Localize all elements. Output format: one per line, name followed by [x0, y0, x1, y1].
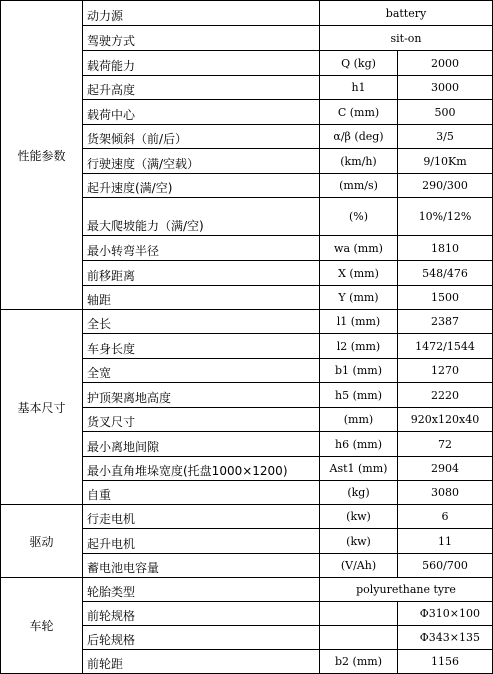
row-value: 10%/12% — [398, 198, 493, 236]
row-unit: (%) — [320, 198, 398, 236]
row-unit-empty — [320, 602, 398, 626]
row-value: 1810 — [398, 236, 493, 261]
row-label: 起升速度(满/空) — [83, 174, 320, 198]
table-row — [1, 505, 493, 529]
group-label-dimensions: 基本尺寸 — [1, 310, 83, 505]
row-label: 最小直角堆垛宽度(托盘1000×1200) — [83, 457, 320, 481]
row-label: 轴距 — [83, 286, 320, 310]
group-label-performance: 性能参数 — [1, 1, 83, 310]
row-label: 行走电机 — [83, 505, 320, 529]
row-unit: l1 (mm) — [320, 310, 398, 334]
row-value: 11 — [398, 529, 493, 554]
row-label: 自重 — [83, 481, 320, 505]
row-label: 最大爬坡能力（满/空) — [83, 198, 320, 236]
row-value: 2387 — [398, 310, 493, 334]
row-label: 前轮距 — [83, 650, 320, 674]
row-unit: (kg) — [320, 481, 398, 505]
row-value: 3000 — [398, 76, 493, 100]
row-value: 1270 — [398, 359, 493, 383]
row-value: 920x120x40 — [398, 408, 493, 432]
row-value: 3080 — [398, 481, 493, 505]
row-value: Φ310×100 — [398, 602, 493, 626]
row-value: 1472/1544 — [398, 334, 493, 359]
table-row — [1, 310, 493, 334]
row-label: 全宽 — [83, 359, 320, 383]
row-label: 护顶架离地高度 — [83, 383, 320, 408]
row-unit: α/β (deg) — [320, 125, 398, 149]
row-value: 6 — [398, 505, 493, 529]
group-label-wheels: 车轮 — [1, 578, 83, 674]
row-label: 全长 — [83, 310, 320, 334]
row-value: 3/5 — [398, 125, 493, 149]
row-label: 轮胎类型 — [83, 578, 320, 602]
row-unit: b2 (mm) — [320, 650, 398, 674]
row-unit: (V/Ah) — [320, 554, 398, 578]
row-value: 560/700 — [398, 554, 493, 578]
row-unit: Ast1 (mm) — [320, 457, 398, 481]
row-label: 车身长度 — [83, 334, 320, 359]
group-label-drive: 驱动 — [1, 505, 83, 578]
row-label: 货叉尺寸 — [83, 408, 320, 432]
row-label: 载荷能力 — [83, 51, 320, 76]
row-unit: X (mm) — [320, 261, 398, 286]
row-unit: (km/h) — [320, 149, 398, 174]
row-value: 2904 — [398, 457, 493, 481]
row-label: 后轮规格 — [83, 626, 320, 650]
row-value: Φ343×135 — [398, 626, 493, 650]
row-unit: C (mm) — [320, 100, 398, 125]
row-unit-empty — [320, 626, 398, 650]
row-value: battery — [320, 1, 493, 26]
row-label: 前轮规格 — [83, 602, 320, 626]
row-unit: h1 — [320, 76, 398, 100]
table-row — [1, 578, 493, 602]
row-label: 蓄电池电容量 — [83, 554, 320, 578]
row-value: 1500 — [398, 286, 493, 310]
row-value: polyurethane tyre — [320, 578, 493, 602]
row-value: 500 — [398, 100, 493, 125]
row-label: 最小转弯半径 — [83, 236, 320, 261]
row-label: 驾驶方式 — [83, 26, 320, 51]
row-label: 起升电机 — [83, 529, 320, 554]
row-unit: (kw) — [320, 529, 398, 554]
row-label: 货架倾斜（前/后） — [83, 125, 320, 149]
row-value: 9/10Km — [398, 149, 493, 174]
row-value: sit-on — [320, 26, 493, 51]
row-value: 72 — [398, 432, 493, 457]
row-unit: (kw) — [320, 505, 398, 529]
row-value: 1156 — [398, 650, 493, 674]
row-label: 行驶速度（满/空载） — [83, 149, 320, 174]
row-label: 载荷中心 — [83, 100, 320, 125]
row-value: 2000 — [398, 51, 493, 76]
row-value: 290/300 — [398, 174, 493, 198]
row-label: 动力源 — [83, 1, 320, 26]
table-row — [1, 1, 493, 26]
row-value: 548/476 — [398, 261, 493, 286]
row-label: 起升高度 — [83, 76, 320, 100]
row-unit: Y (mm) — [320, 286, 398, 310]
row-unit: (mm/s) — [320, 174, 398, 198]
row-unit: wa (mm) — [320, 236, 398, 261]
row-label: 最小离地间隙 — [83, 432, 320, 457]
row-unit: (mm) — [320, 408, 398, 432]
row-unit: Q (kg) — [320, 51, 398, 76]
row-value: 2220 — [398, 383, 493, 408]
row-unit: l2 (mm) — [320, 334, 398, 359]
row-unit: h6 (mm) — [320, 432, 398, 457]
row-label: 前移距离 — [83, 261, 320, 286]
row-unit: b1 (mm) — [320, 359, 398, 383]
row-unit: h5 (mm) — [320, 383, 398, 408]
